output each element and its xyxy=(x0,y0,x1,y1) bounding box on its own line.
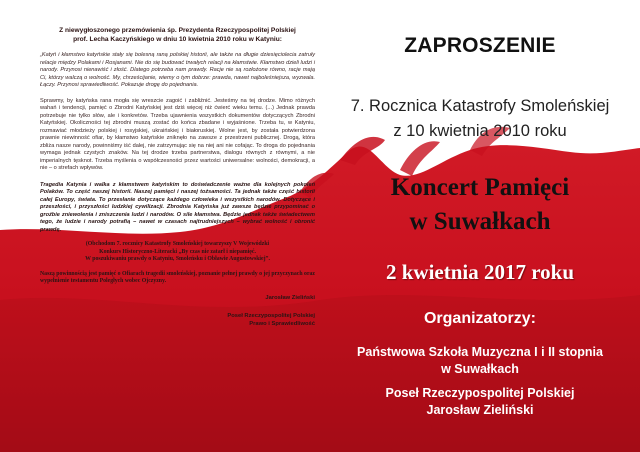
organizer-school-line-1: Państwowa Szkoła Muzyczna I i II stopnia xyxy=(357,345,603,359)
left-column xyxy=(40,26,315,328)
contest-note-line-2: Konkurs Historyczno-Literacki „By czas nie zatarł i niepamięć. xyxy=(99,248,256,255)
speech-header xyxy=(40,26,315,44)
katyn-paragraph: Tragedia Katynia i walka z kłamstwem katyńskim to doświadczenie ważne dla kolejnych pokoleń Polaków. To część naszej historii. Naszej pamięci i naszej tożsamości. Ta jednak także część historii całej Europy, świata. To przesłanie dotyczące każdego człowieka i wszystkich narodów. Dotyczące i przeszłości, i przyszłości ludzkiej cywilizacji. Zbrodnia Katyńska już zawsze będzie przypominać o groźbie zniewolenia i zniszczenia ludzi i narodów. O sile kłamstwa. Będzie jednak także świadectwem tego, że ludzie i narody potrafią – nawet w czasach najtrudniejszych – wybrać wolność i obronić prawdę. xyxy=(40,181,315,233)
organizer-deputy xyxy=(320,385,640,419)
concert-title-line-2: w Suwałkach xyxy=(409,208,551,235)
speech-body: Sprawmy, by katyńska rana mogła się wreszcie zagoić i zabliźnić. Jesteśmy na tej drodze. Mimo różnych wahań i tendencji, pamięć o Zbrodni Katyńskiej jest dziś więcej niż ćwierć wieku temu. (...) Jednak prawda potrzebuje nie tylko słów, ale i konkretów. Trzeba ujawnienia wszystkich dokumentów dotyczących Zbrodni Katyńskiej. Okoliczności tej zbrodni muszą zostać do końca zbadane i wyjaśnione. Trzeba tu, w Katyniu, rozmawiać młodzieży polskiej i rosyjskiej, ukraińskiej i białoruskiej. Wolne jest, by została potwierdzona prawnie niewinność ofiar, by kłamstwo katyńskie zniknęło na zawsze z przestrzeni publicznej. Drogą, która zbliża nasze narody, powinniśmy iść dalej, nie zatrzymując się na niej ani nie cofając. To droga do pojednania wymaga jednak czystych znaków. Na tej drodze trzeba partnerstwa, dialogu równych z równymi, a nie imperialnych tęsknot. Trzeba myślenia o współczesności przez wartości uniwersalne: wolności, demokracji, a nie – o strefach wpływów. xyxy=(40,97,315,172)
organizer-school xyxy=(320,344,640,378)
organizer-deputy-line-1: Poseł Rzeczypospolitej Polskiej xyxy=(385,386,575,400)
contest-note-line-3: W poszukiwaniu prawdy o Katyniu, Smoleńsku i Obławie Augustowskiej”. xyxy=(85,256,270,263)
signature-name: Jarosław Zieliński xyxy=(265,294,315,301)
speech-header-line-1: Z niewygłoszonego przemówienia śp. Prezydenta Rzeczypospolitej Polskiej xyxy=(59,27,296,34)
signature-party: Prawo i Sprawiedliwość xyxy=(249,320,315,327)
signature-role: Poseł Rzeczypospolitej Polskiej xyxy=(227,312,315,319)
contest-note-line-1: (Obchodom 7. rocznicy Katastrofy Smoleńskiej towarzyszy V Wojewódzki xyxy=(85,241,270,248)
speech-header-line-2: prof. Lecha Kaczyńskiego w dniu 10 kwietnia 2010 roku w Katyniu: xyxy=(73,36,282,43)
concert-date: 2 kwietnia 2017 roku xyxy=(385,260,575,284)
anniversary-line-2: z 10 kwietnia 2010 roku xyxy=(393,122,567,140)
organizer-deputy-line-2: Jarosław Zieliński xyxy=(426,403,534,417)
contest-note xyxy=(40,241,315,263)
concert-title-line-1: Koncert Pamięci xyxy=(390,174,570,201)
organizers-label: Organizatorzy: xyxy=(423,310,536,327)
invitation-title: ZAPROSZENIE xyxy=(404,34,556,57)
organizer-school-line-2: w Suwałkach xyxy=(441,362,519,376)
anniversary-line-1: 7. Rocznica Katastrofy Smoleńskiej xyxy=(350,97,610,115)
speech-quote: „Katyń i kłamstwo katyńskie stały się bolesną raną polskiej historii, ale także na długie dziesięciolecia zatruły relacje między Polakami i Rosjanami. Nie do się budować trwałych relacji na kłamstwie. Kłamstwo dzieli ludzi i narody. Przynosi nienawiść i złość. Dlatego potrzeba nam prawdy. Racje nie są rozłożone równo, racje mają Ci, którzy walczą o wolność. My, chrześcijanie, wiemy o tym dobrze: prawda, nawet najboleśniejsza, wyzwala. Łączy. Przynosi sprawiedliwość. Pokazuje drogę do pojednania. xyxy=(40,52,315,89)
duty-paragraph: Naszą powinnością jest pamięć o Ofiarach tragedii smoleńskiej, poznanie pełnej prawdy o jej przyczynach oraz wypełnienie testamentu Poległych wobec Ojczyzny. xyxy=(40,270,315,285)
